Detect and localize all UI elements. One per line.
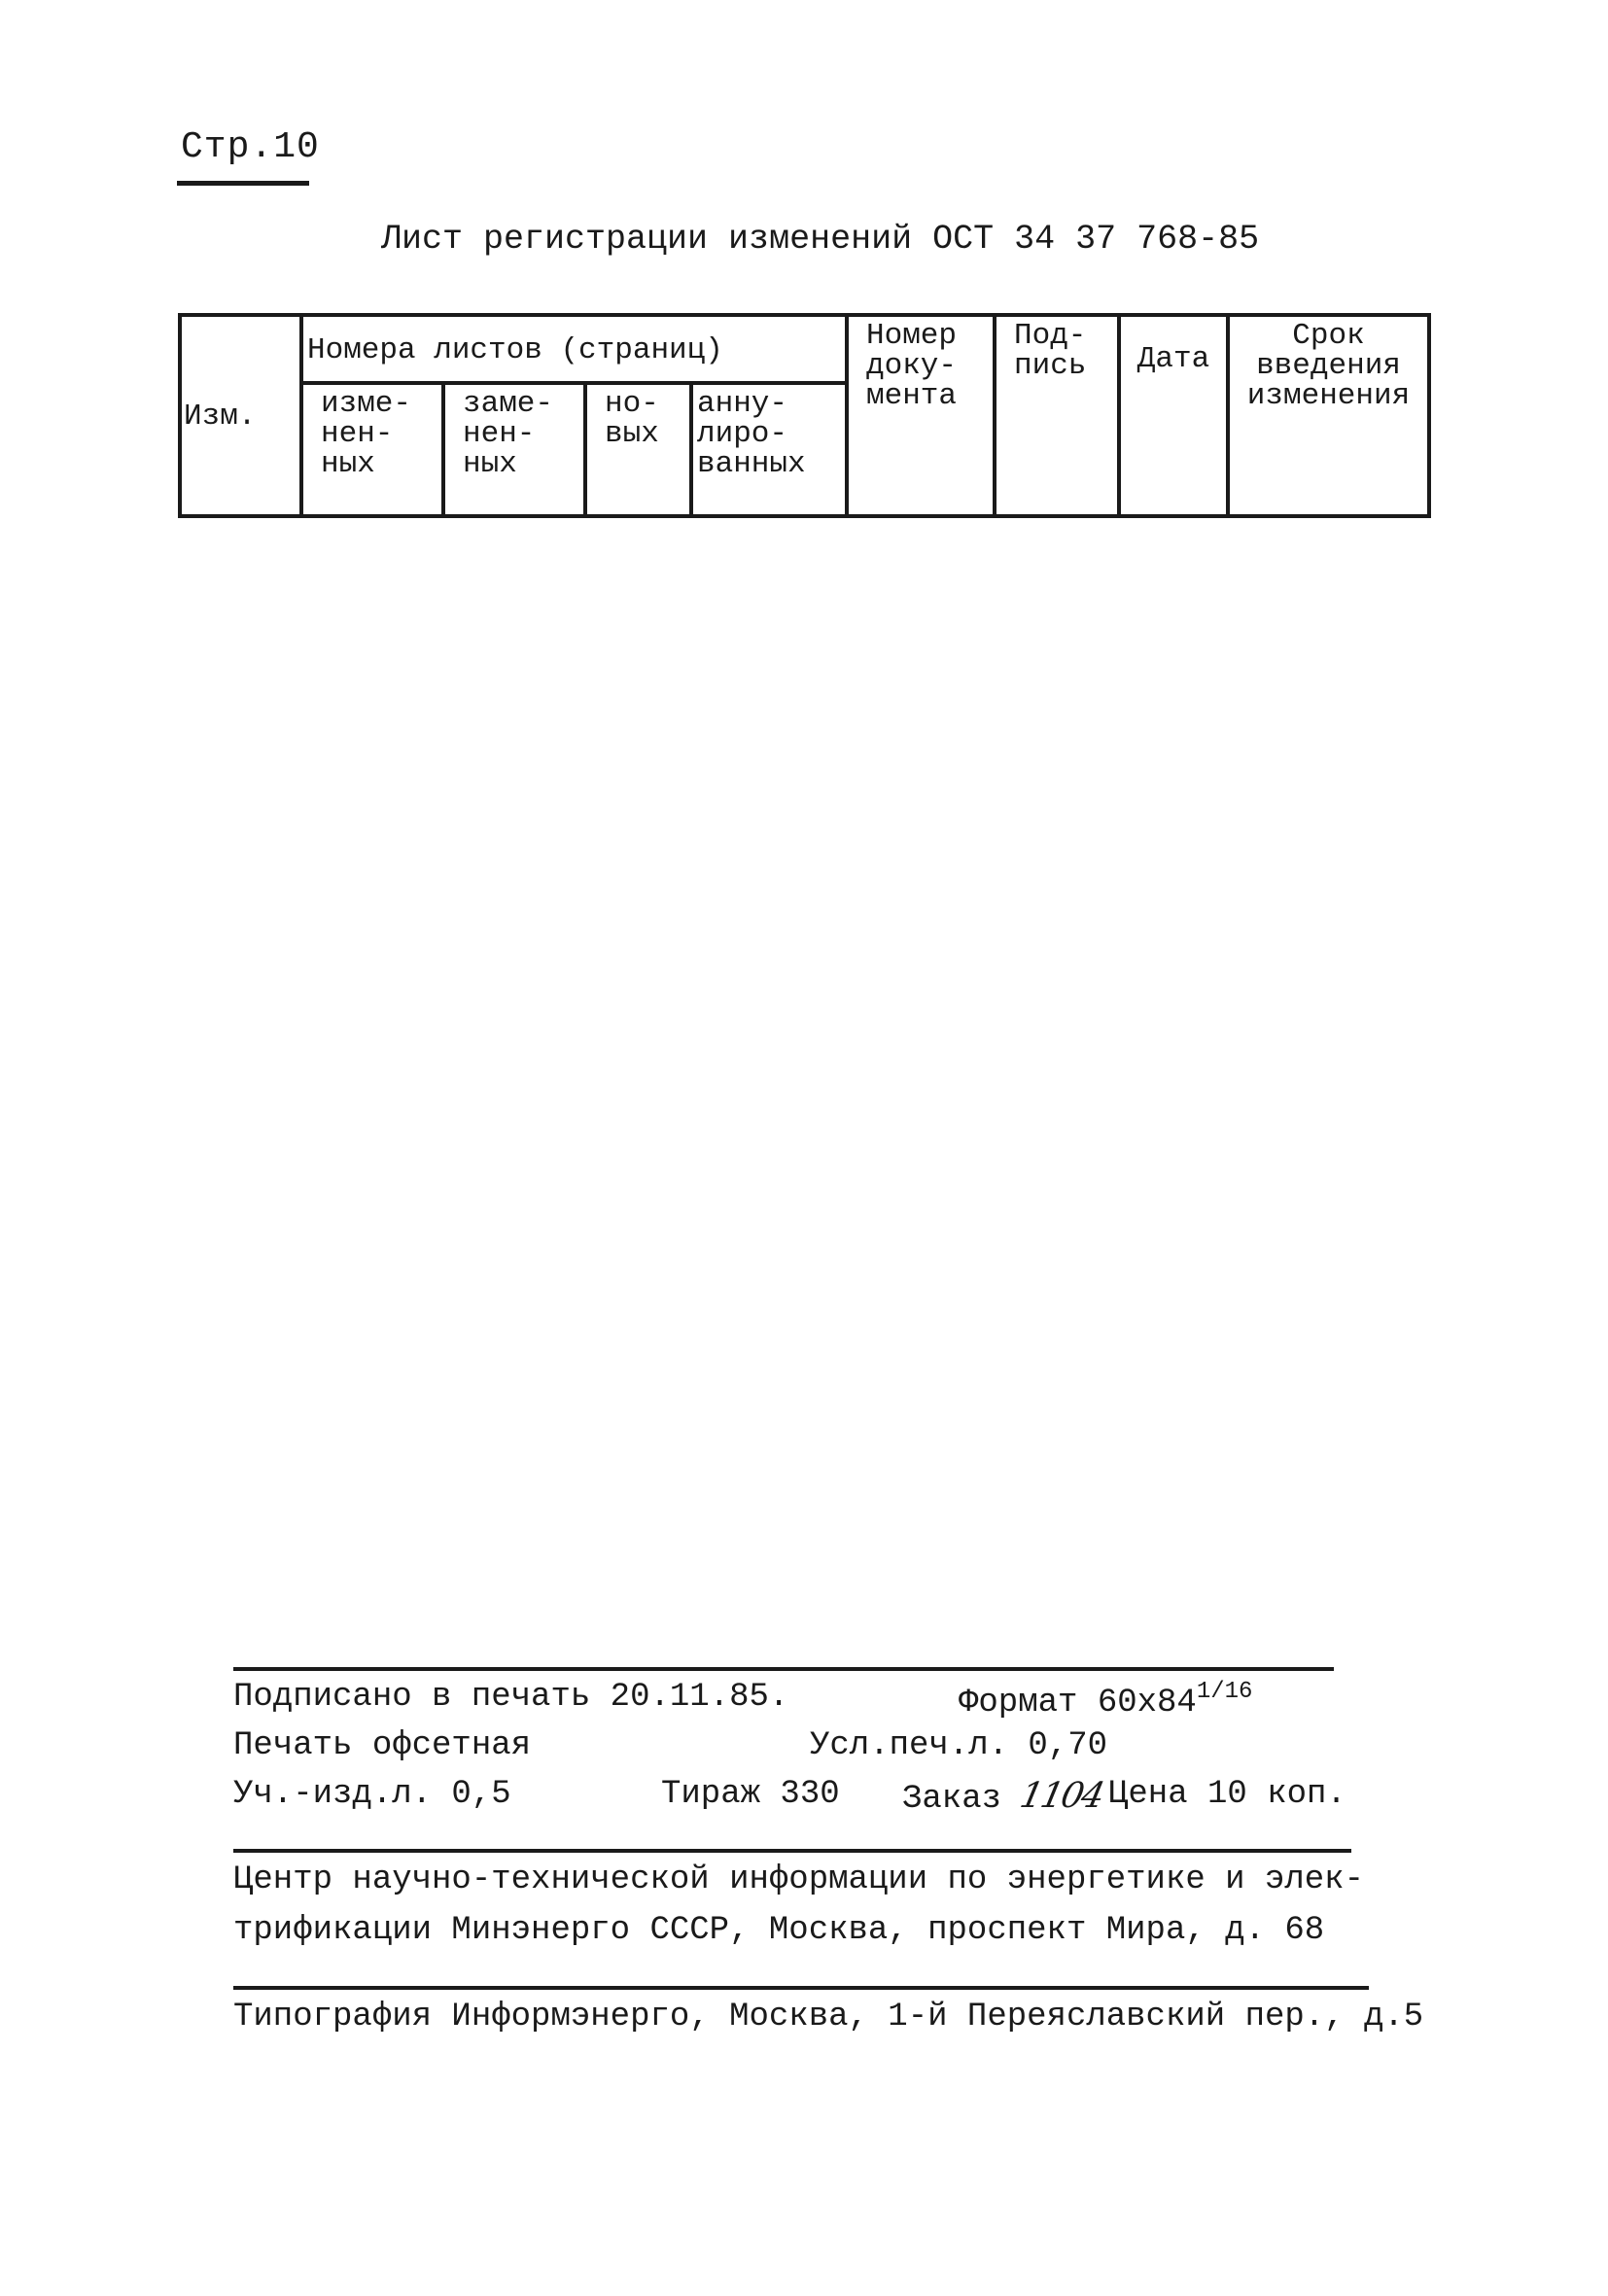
table-header-row-1 — [180, 315, 1429, 383]
format-fraction: 1/16 — [1196, 1679, 1253, 1705]
page-number-underline — [177, 181, 309, 186]
imprint-format — [959, 1679, 1252, 1722]
format-label: Формат 60х84 — [959, 1685, 1197, 1722]
col-date-header: Дата — [1119, 315, 1228, 516]
imprint-center-line-2: трификации Минэнерго СССР, Москва, проспект Мира, д. 68 — [233, 1912, 1325, 1949]
imprint-center-line-1: Центр научно-технической информации по энергетике и элек- — [233, 1861, 1364, 1898]
col-changed-header: изме- нен- ных — [301, 383, 443, 516]
imprint-signed: Подписано в печать 20.11.85. — [233, 1679, 789, 1716]
order-number-handwritten: 1104 — [1017, 1776, 1107, 1816]
imprint-bottom-rule — [233, 1986, 1369, 1990]
order-label: Заказ — [902, 1781, 1002, 1818]
document-title: Лист регистрации изменений ОСТ 34 37 768-85 — [381, 220, 1260, 259]
imprint-top-rule — [233, 1667, 1334, 1671]
imprint-circulation: Тираж 330 — [661, 1776, 840, 1813]
col-pages-group-header: Номера листов (страниц) — [301, 315, 847, 383]
imprint-middle-rule — [233, 1849, 1351, 1853]
col-replaced-header: заме- нен- ных — [443, 383, 585, 516]
col-izm-header: Изм. — [180, 315, 301, 516]
change-registration-table — [178, 313, 1431, 518]
col-term-header: Срок введения изменения — [1228, 315, 1429, 516]
imprint-order — [902, 1776, 1107, 1818]
col-doc-number-header: Номер доку- мента — [847, 315, 995, 516]
imprint-print-type: Печать офсетная — [233, 1727, 532, 1764]
imprint-typography: Типография Информэнерго, Москва, 1-й Переяславский пер., д.5 — [233, 1999, 1424, 2035]
col-new-header: но- вых — [585, 383, 691, 516]
col-signature-header: Под- пись — [995, 315, 1119, 516]
col-annulled-header: анну- лиро- ванных — [691, 383, 847, 516]
page-number: Стр.10 — [181, 126, 320, 168]
imprint-price: Цена 10 коп. — [1108, 1776, 1346, 1813]
imprint-pub-sheets: Уч.-изд.л. 0,5 — [233, 1776, 511, 1813]
imprint-print-sheets: Усл.печ.л. 0,70 — [810, 1727, 1108, 1764]
